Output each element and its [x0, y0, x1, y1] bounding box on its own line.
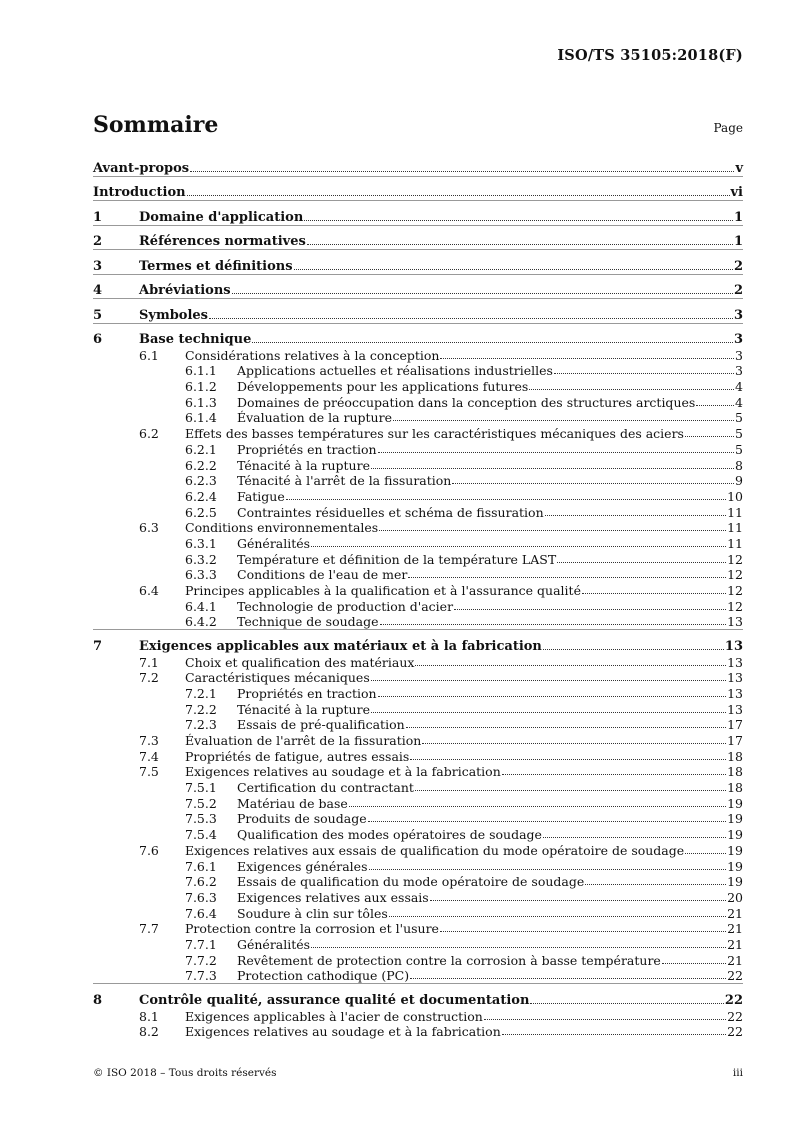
toc-entry-page: 19: [727, 795, 743, 811]
toc-entry-page: 19: [727, 858, 743, 874]
toc-entry-page: 18: [727, 764, 743, 780]
toc-entry-page: 5: [735, 426, 743, 442]
dot-leader: [232, 293, 733, 294]
toc-entry-number: 6.3: [139, 520, 159, 536]
toc-entry[interactable]: [93, 200, 743, 225]
toc-entry[interactable]: [93, 717, 743, 733]
toc-entry-page: 3: [735, 363, 743, 379]
dot-leader: [440, 358, 734, 359]
dot-leader: [452, 483, 734, 484]
toc-entry[interactable]: [93, 732, 743, 748]
toc-entry[interactable]: [93, 936, 743, 952]
toc-entry-title: Termes et définitions: [139, 258, 293, 274]
toc-entry-number: 6.1.4: [185, 410, 217, 426]
toc-entry-number: 7.5.4: [185, 827, 217, 843]
toc-entry-title: Propriétés en traction: [237, 685, 377, 701]
toc-entry-number: 7.4: [139, 748, 159, 764]
toc-entry-title: Fatigue: [237, 488, 285, 504]
toc-entry[interactable]: [93, 968, 743, 984]
toc-entry-title: Caractéristiques mécaniques: [185, 670, 370, 686]
toc-entry-number: 7.5.1: [185, 780, 217, 796]
toc-entry[interactable]: [93, 598, 743, 614]
toc-entry[interactable]: [93, 654, 743, 670]
toc-entry-page: 19: [727, 811, 743, 827]
toc-entry-page: 13: [727, 701, 743, 717]
toc-entry[interactable]: [93, 551, 743, 567]
page-column-label: Page: [713, 121, 743, 135]
toc-entry[interactable]: [93, 225, 743, 250]
toc-entry-number: 1: [93, 209, 103, 225]
toc-entry-page: 5: [735, 441, 743, 457]
toc-entry-page: 9: [735, 473, 743, 489]
toc-entry-page: 22: [727, 1024, 743, 1040]
dot-leader: [408, 577, 726, 578]
toc-entry[interactable]: [93, 858, 743, 874]
toc-entry-number: 8: [93, 992, 103, 1008]
toc-entry-page: 1: [733, 234, 743, 249]
toc-entry-number: 7.6.2: [185, 874, 217, 890]
dot-leader: [311, 947, 726, 948]
toc-entry[interactable]: [93, 274, 743, 299]
toc-entry-title: Base technique: [139, 332, 252, 347]
toc-entry[interactable]: [93, 748, 743, 764]
dot-leader: [378, 696, 727, 697]
table-of-contents: [93, 153, 743, 1039]
toc-entry-title: Revêtement de protection contre la corrosion à basse température: [237, 952, 661, 968]
dot-leader: [454, 609, 726, 610]
toc-entry-number: 7.6.3: [185, 889, 217, 905]
toc-entry-page: 22: [727, 968, 743, 984]
toc-entry-number: 6.4.1: [185, 598, 217, 614]
toc-entry-title: Exigences relatives au soudage et à la fabrication: [185, 1024, 501, 1040]
toc-entry-number: 4: [93, 283, 103, 298]
toc-entry[interactable]: [93, 1008, 743, 1024]
toc-entry-number: 7.5: [139, 764, 159, 780]
toc-entry-number: 7.1: [139, 654, 159, 670]
copyright-notice: © ISO 2018 – Tous droits réservés: [93, 1067, 277, 1079]
toc-entry[interactable]: [93, 323, 743, 348]
toc-entry-title: Évaluation de l'arrêt de la fissuration: [185, 733, 422, 748]
toc-entry-title: Évaluation de la rupture: [237, 410, 392, 426]
toc-entry-title: Essais de pré-qualification: [237, 717, 405, 733]
dot-leader: [410, 978, 726, 979]
toc-entry-page: 17: [727, 717, 743, 733]
toc-entry-page: 19: [727, 827, 743, 843]
toc-entry-title: Exigences relatives aux essais: [237, 889, 429, 905]
toc-entry-page: 12: [727, 583, 743, 598]
dot-leader: [209, 318, 733, 319]
toc-entry[interactable]: [93, 378, 743, 394]
toc-entry[interactable]: [93, 176, 743, 200]
dot-leader: [585, 884, 726, 885]
dot-leader: [557, 562, 726, 563]
toc-entry-page: vi: [730, 185, 743, 200]
dot-leader: [379, 530, 726, 531]
page-number: iii: [732, 1067, 743, 1079]
dot-leader: [662, 963, 726, 964]
toc-entry-title: Développements pour les applications futures: [237, 379, 529, 395]
toc-entry[interactable]: [93, 795, 743, 811]
toc-entry-number: 6.2.5: [185, 504, 217, 520]
toc-entry-title: Exigences relatives au soudage et à la fabrication: [185, 764, 501, 780]
toc-entry-title: Principes applicables à la qualification et à l'assurance qualité: [185, 583, 581, 598]
toc-entry-number: 6.2.3: [185, 473, 217, 489]
dot-leader: [311, 546, 726, 547]
toc-entry-page: 19: [727, 842, 743, 858]
toc-entry-page: 11: [727, 535, 743, 551]
toc-entry-page: 18: [727, 780, 743, 796]
dot-leader: [543, 837, 726, 838]
toc-entry-number: 6.3.2: [185, 551, 217, 567]
toc-entry[interactable]: [93, 473, 743, 489]
toc-entry-number: 7.6: [139, 842, 159, 858]
toc-entry-title: Ténacité à la rupture: [237, 457, 370, 473]
dot-leader: [582, 593, 726, 594]
dot-leader: [294, 269, 733, 270]
toc-heading: [93, 112, 743, 142]
toc-entry-number: 6.1.3: [185, 394, 217, 410]
toc-entry-number: 7.2.1: [185, 685, 217, 701]
toc-entry[interactable]: [93, 1024, 743, 1040]
toc-entry-page: 5: [735, 410, 743, 426]
toc-entry-title: Propriétés de fatigue, autres essais: [185, 748, 410, 764]
dot-leader: [545, 515, 726, 516]
toc-entry[interactable]: [93, 298, 743, 323]
toc-entry-page: 3: [733, 307, 743, 323]
toc-entry[interactable]: [93, 425, 743, 441]
toc-entry-title: Exigences relatives aux essais de qualification du mode opératoire de soudage: [185, 842, 685, 858]
toc-entry-title: Technologie de production d'acier: [237, 598, 454, 614]
toc-entry[interactable]: [93, 441, 743, 457]
toc-entry-title: Choix et qualification des matériaux: [185, 654, 415, 670]
dot-leader: [286, 499, 726, 500]
dot-leader: [307, 244, 733, 245]
toc-entry-page: 18: [727, 748, 743, 764]
toc-entry-number: 5: [93, 307, 103, 323]
toc-entry[interactable]: [93, 811, 743, 827]
toc-entry-number: 6.4: [139, 583, 159, 598]
toc-entry[interactable]: [93, 842, 743, 858]
toc-entry-page: 13: [727, 685, 743, 701]
toc-entry-page: 17: [727, 733, 743, 748]
toc-entry-number: 6.3.1: [185, 535, 217, 551]
toc-entry[interactable]: [93, 952, 743, 968]
toc-entry[interactable]: [93, 629, 743, 654]
toc-entry-number: 6.1: [139, 347, 159, 363]
dot-leader: [371, 468, 734, 469]
toc-entry-page: 13: [724, 638, 743, 654]
toc-entry[interactable]: [93, 826, 743, 842]
toc-entry-page: 12: [727, 567, 743, 583]
toc-entry-title: Généralités: [237, 535, 311, 551]
dot-leader: [696, 405, 734, 406]
toc-entry-title: Considérations relatives à la conception: [185, 347, 440, 363]
toc-entry-title: Introduction: [93, 185, 186, 200]
dot-leader: [378, 452, 734, 453]
toc-entry-page: 22: [727, 1008, 743, 1024]
toc-entry-title: Matériau de base: [237, 795, 348, 811]
toc-entry-number: 8.1: [139, 1008, 159, 1024]
toc-entry[interactable]: [93, 670, 743, 686]
toc-entry-number: 7.5.3: [185, 811, 217, 827]
toc-entry[interactable]: [93, 685, 743, 701]
toc-entry-page: 13: [727, 670, 743, 686]
toc-entry-title: Certification du contractant: [237, 780, 414, 796]
dot-leader: [380, 624, 727, 625]
toc-entry-page: 21: [727, 952, 743, 968]
toc-title: Sommaire: [93, 112, 219, 138]
toc-entry[interactable]: [93, 921, 743, 937]
toc-entry-title: Avant-propos: [93, 161, 190, 176]
toc-entry[interactable]: [93, 488, 743, 504]
dot-leader: [502, 1034, 726, 1035]
toc-entry[interactable]: [93, 905, 743, 921]
toc-entry[interactable]: [93, 567, 743, 583]
toc-entry-number: 7.7.3: [185, 968, 217, 984]
toc-entry[interactable]: [93, 779, 743, 795]
toc-entry[interactable]: [93, 582, 743, 598]
dot-leader: [371, 712, 726, 713]
dot-leader: [252, 342, 733, 343]
dot-leader: [484, 1019, 726, 1020]
toc-entry-page: 19: [727, 874, 743, 890]
toc-entry-page: 4: [735, 394, 743, 410]
toc-entry-title: Température et définition de la température LAST: [237, 551, 557, 567]
dot-leader: [369, 869, 727, 870]
toc-entry-title: Domaine d'application: [139, 209, 304, 225]
toc-entry-title: Protection cathodique (PC): [237, 968, 410, 984]
toc-entry-number: 6.1.2: [185, 379, 217, 395]
toc-entry[interactable]: [93, 504, 743, 520]
toc-entry[interactable]: [93, 520, 743, 536]
toc-entry-number: 3: [93, 258, 103, 274]
toc-entry-title: Ténacité à l'arrêt de la fissuration: [237, 473, 452, 489]
toc-entry-number: 7.7.1: [185, 936, 217, 952]
dot-leader: [422, 743, 726, 744]
toc-entry-title: Contraintes résiduelles et schéma de fissuration: [237, 504, 544, 520]
toc-entry-page: 13: [727, 654, 743, 670]
toc-entry-title: Essais de qualification du mode opératoire de soudage: [237, 874, 585, 890]
toc-entry[interactable]: [93, 889, 743, 905]
toc-entry-number: 7.7: [139, 921, 159, 937]
toc-entry-page: 21: [727, 905, 743, 921]
toc-entry-page: 11: [727, 520, 743, 536]
dot-leader: [406, 727, 726, 728]
toc-entry-number: 7.5.2: [185, 795, 217, 811]
toc-entry-number: 7: [93, 638, 103, 654]
toc-entry-number: 7.3: [139, 733, 159, 748]
toc-entry[interactable]: [93, 410, 743, 426]
toc-entry-page: 11: [727, 504, 743, 520]
toc-entry-number: 7.2.3: [185, 717, 217, 733]
toc-entry-title: Abréviations: [139, 283, 231, 298]
toc-entry-title: Exigences applicables aux matériaux et à la fabrication: [139, 638, 542, 654]
toc-entry-title: Produits de soudage: [237, 811, 367, 827]
toc-entry-title: Soudure à clin sur tôles: [237, 905, 388, 921]
toc-entry[interactable]: [93, 614, 743, 630]
toc-entry-title: Exigences applicables à l'acier de construction: [185, 1008, 483, 1024]
toc-entry-number: 7.7.2: [185, 952, 217, 968]
toc-entry-number: 6.3.3: [185, 567, 217, 583]
dot-leader: [530, 1003, 724, 1004]
dot-leader: [349, 806, 726, 807]
toc-entry[interactable]: [93, 535, 743, 551]
toc-entry-page: 13: [727, 614, 743, 630]
toc-entry-title: Domaines de préoccupation dans la conception des structures arctiques: [237, 394, 696, 410]
toc-entry-page: 1: [733, 209, 743, 225]
toc-entry-number: 6.2.2: [185, 457, 217, 473]
toc-entry-page: 3: [733, 332, 743, 347]
dot-leader: [685, 853, 726, 854]
toc-entry-number: 6.2: [139, 426, 159, 442]
toc-entry-number: 6.4.2: [185, 614, 217, 630]
toc-entry-number: 2: [93, 234, 103, 249]
toc-entry-title: Références normatives: [139, 234, 306, 249]
toc-entry-number: 7.2.2: [185, 701, 217, 717]
dot-leader: [502, 774, 726, 775]
dot-leader: [371, 680, 726, 681]
toc-entry-title: Ténacité à la rupture: [237, 701, 370, 717]
toc-entry-title: Symboles: [139, 307, 208, 323]
toc-entry-page: 21: [727, 921, 743, 937]
dot-leader: [415, 665, 726, 666]
toc-entry-title: Généralités: [237, 936, 311, 952]
dot-leader: [440, 931, 726, 932]
toc-entry-page: 12: [727, 551, 743, 567]
toc-entry-number: 6.1.1: [185, 363, 217, 379]
toc-entry-page: 12: [727, 598, 743, 614]
toc-entry[interactable]: [93, 764, 743, 780]
toc-entry-title: Technique de soudage: [237, 614, 379, 630]
toc-entry-title: Conditions de l'eau de mer: [237, 567, 408, 583]
toc-entry-page: 3: [735, 347, 743, 363]
dot-leader: [190, 171, 734, 172]
toc-entry-number: 7.2: [139, 670, 159, 686]
toc-entry-page: 8: [735, 457, 743, 473]
dot-leader: [415, 790, 726, 791]
toc-entry-number: 7.6.4: [185, 905, 217, 921]
toc-entry[interactable]: [93, 394, 743, 410]
toc-entry-number: 6: [93, 332, 103, 347]
toc-entry-title: Applications actuelles et réalisations industrielles: [237, 363, 553, 379]
toc-entry[interactable]: [93, 457, 743, 473]
toc-entry[interactable]: [93, 874, 743, 890]
dot-leader: [187, 195, 730, 196]
dot-leader: [389, 916, 726, 917]
dot-leader: [529, 389, 734, 390]
toc-entry-page: 10: [727, 488, 743, 504]
toc-entry-number: 6.2.1: [185, 441, 217, 457]
toc-entry[interactable]: [93, 363, 743, 379]
toc-entry[interactable]: [93, 249, 743, 274]
toc-entry-number: 6.2.4: [185, 488, 217, 504]
dot-leader: [543, 649, 724, 650]
toc-entry[interactable]: [93, 153, 743, 176]
dot-leader: [685, 436, 734, 437]
document-id: ISO/TS 35105:2018(F): [557, 47, 743, 64]
dot-leader: [430, 900, 726, 901]
toc-entry-title: Exigences générales: [237, 858, 368, 874]
toc-entry-title: Propriétés en traction: [237, 441, 377, 457]
toc-entry-title: Contrôle qualité, assurance qualité et documentation: [139, 992, 530, 1008]
dot-leader: [393, 420, 734, 421]
toc-entry-title: Protection contre la corrosion et l'usure: [185, 921, 439, 937]
toc-entry-page: v: [735, 161, 743, 176]
toc-entry-page: 20: [727, 889, 743, 905]
toc-entry[interactable]: [93, 701, 743, 717]
toc-entry-page: 21: [727, 936, 743, 952]
dot-leader: [410, 759, 726, 760]
toc-entry-number: 7.6.1: [185, 858, 217, 874]
toc-entry-page: 4: [735, 379, 743, 395]
toc-entry-page: 22: [724, 992, 743, 1008]
toc-entry[interactable]: [93, 347, 743, 363]
toc-entry-page: 2: [733, 258, 743, 274]
toc-entry-title: Conditions environnementales: [185, 520, 379, 536]
dot-leader: [304, 220, 733, 221]
toc-entry[interactable]: [93, 983, 743, 1008]
toc-entry-title: Qualification des modes opératoires de soudage: [237, 827, 542, 843]
toc-entry-number: 8.2: [139, 1024, 159, 1040]
dot-leader: [368, 821, 727, 822]
dot-leader: [554, 373, 734, 374]
toc-entry-title: Effets des basses températures sur les caractéristiques mécaniques des aciers: [185, 426, 684, 442]
toc-entry-page: 2: [733, 283, 743, 298]
